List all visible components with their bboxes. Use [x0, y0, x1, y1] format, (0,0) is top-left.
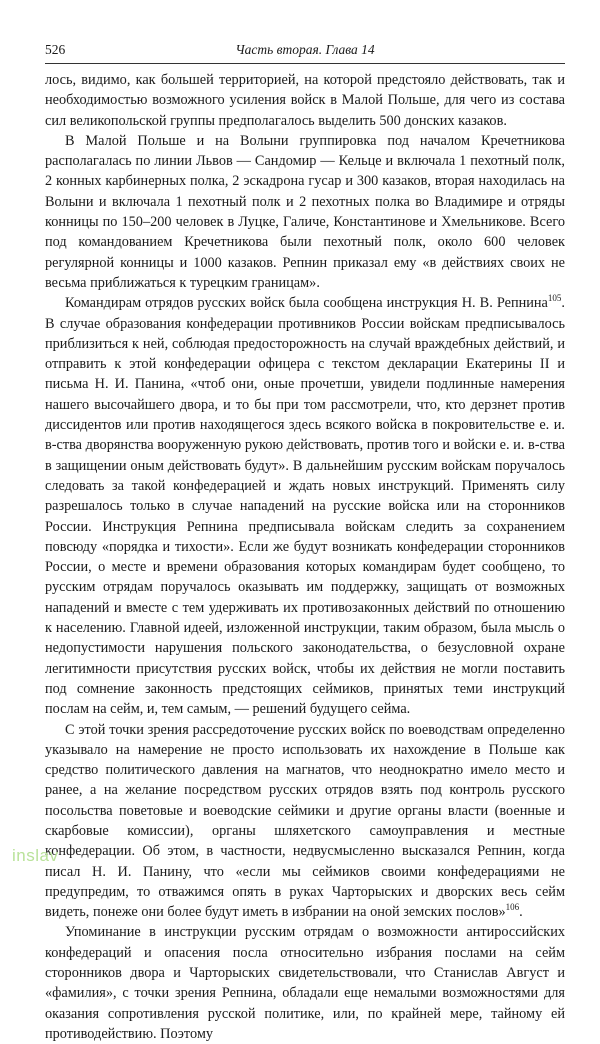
paragraph: лось, видимо, как большей территорией, на которой предстояло действовать, так и необходимостью возможного усиления войск в Малой Польше, для чего из состава сил великопольской группы предполагалось выделить 500 донских казаков. — [45, 72, 565, 129]
paragraph: Упоминание в инструкции русским отрядам о возможности антироссийских конфедераций и опасения посла относительно избрания послами на сейм сторонников двора и Чарторыских свидетельствовали, что Станислав Август и «фамилия», с точки зрения Репнина, обладали еще немалыми возможностями для оказания сопротивления русской политике, или, по крайней мере, тайному ей противодействию. Поэтому — [45, 924, 565, 1042]
body-text — [45, 70, 565, 1044]
header-rule — [45, 63, 565, 64]
paragraph: В Малой Польше и на Волыни группировка под началом Кречетникова располагалась по линии Львов — Сандомир — Кельце и включала 1 пехотный полк, 2 конных карбинерных полка, 2 эскадрона гусар и 300 казаков, вторая находилась на Волыни и включала 1 пехотный полк и 2 пехотных полка во Владимире и отряды конницы по 150–200 человек в Луцке, Галиче, Константинове и Хмельникове. Всего под командованием Кречетникова были пехотный полк, около 600 человек регулярной конницы и 1000 казаков. Репнин приказал ему «в действиях своих не весьма приближаться к турецким границам». — [45, 132, 565, 291]
running-title: Часть вторая. Глава 14 — [235, 42, 375, 57]
footnote-ref: 105 — [547, 293, 562, 304]
page-number: 526 — [45, 42, 66, 57]
page-header — [45, 42, 565, 62]
paragraph: С этой точки зрения рассредоточение русских войск по воеводствам определенно указывало на намерение не просто использовать их нахождение в Польше как средство политического давления на магнатов, что неоднократно имело место и ранее, а на желание посредством русских отрядов взять под контроль русского посольства поветовые и воеводские сеймики и другие органы власти (военные и скарбовые комиссии), органы шляхетского самоуправления и местные конфедерации. Об этом, в частности, недвусмысленно высказался Репнин, когда писал Н. И. Панину, что «если мы сеймиков своими конфедерациями не предупредим, то отважимся опять в руках Чарторыских и дворских весь сейм видеть, понеже они более будут иметь в избрании на оной земских послов»$^{106}$. — [45, 721, 565, 921]
footnote-ref: 106 — [505, 902, 520, 913]
watermark: inslav — [12, 846, 59, 865]
paragraph: Командирам отрядов русских войск была сообщена инструкция Н. В. Репнина$^{105}$. В случае образования конфедерации противников России войскам предписывалось приблизиться к ней, соблюдая предосторожность на случай враждебных действий, и отправить к этой конфедерации офицера с текстом декларации Екатерины II и письма Н. И. Панина, «чтоб они, оные прочетши, увидели подлинные намерения нашего высочайшего двора, и то бы при том рассмотрели, что, кто дерзнет против диссидентов или против находящегося здесь всякого войска в покровительстве е. и. в-ства дворянства вооруженную рукою действовать, против того и войски е. и. в-ства в защищении оным действовать будут». В дальнейшим русским войскам поручалось следовать за такой конфедерацией и ждать новых инструкций. Применять силу разрешалось только в случае нападений на русские войска или на сторонников России. Инструкция Репнина предписывала войскам следить за сохранением повсюду «порядка и тихости». Если же будут возникать конфедерации сторонников России, о месте и времени образования которых командирам будет сообщено, то русским отрядам поручалось оказывать им поддержку, защищать от возможных нападений и вместе с тем удерживать их противозаконных действий по отношению к населению. Главной идеей, изложенной инструкции, таким образом, была мысль о недопустимости нарушения польского законодательства, о безусловной охране легитимности присутствия русских войск, чтобы их действия не могли поставить под сомнение законность предстоящих сеймиков, принятых теми инструкций послам на сейм, и, тем самым, — решений будущего сейма. — [45, 293, 565, 718]
